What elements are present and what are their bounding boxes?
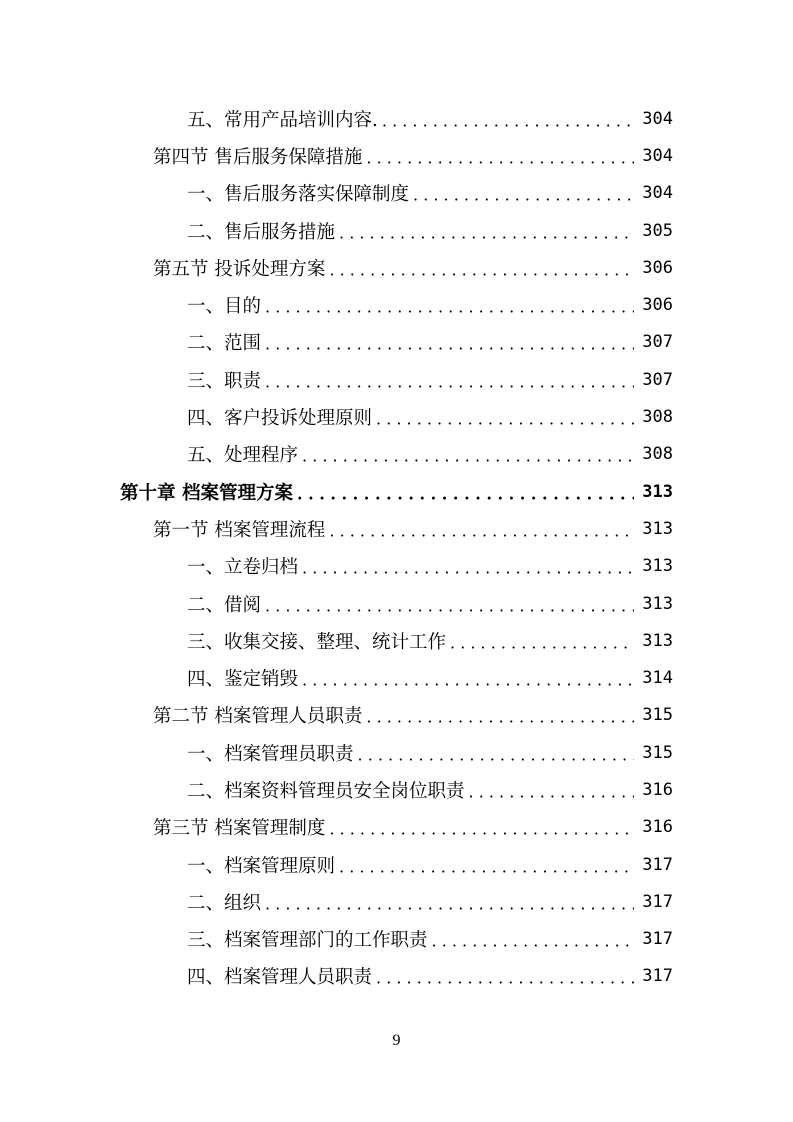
toc-entry-page: 308 (634, 407, 673, 427)
toc-dot-leader (265, 361, 634, 398)
toc-entry-title: 一、立卷归档 (187, 553, 302, 579)
toc-entry[interactable] (0, 659, 673, 696)
toc-dot-leader (265, 286, 634, 323)
toc-entry-page: 317 (634, 892, 673, 912)
toc-entry-page: 313 (634, 519, 673, 539)
toc-dot-leader (265, 883, 634, 920)
toc-entry-title: 第二节 档案管理人员职责 (153, 702, 366, 728)
toc-entry-title: 五、常用产品培训内容. (187, 106, 382, 132)
toc-dot-leader (432, 921, 635, 958)
toc-entry-title: 一、档案管理员职责 (187, 740, 358, 766)
toc-entry-page: 317 (634, 966, 673, 986)
toc-entry-title: 一、售后服务落实保障制度 (187, 180, 413, 206)
toc-entry[interactable] (0, 398, 673, 435)
toc-dot-leader (265, 585, 634, 622)
toc-entry[interactable] (0, 100, 673, 137)
toc-entry-title: 第十章 档案管理方案 (120, 479, 297, 505)
toc-entry-title: 一、目的 (187, 292, 265, 318)
toc-dot-leader (329, 249, 634, 286)
toc-dot-leader (376, 958, 634, 995)
toc-entry-title: 二、组织 (187, 889, 265, 915)
toc-entry[interactable] (0, 436, 673, 473)
toc-entry[interactable] (0, 809, 673, 846)
toc-entry-title: 三、职责 (187, 367, 265, 393)
toc-entry-title: 一、档案管理原则 (187, 852, 339, 878)
toc-entry-title: 二、借阅 (187, 591, 265, 617)
toc-dot-leader (297, 473, 634, 510)
toc-entry-title: 第五节 投诉处理方案 (153, 255, 329, 281)
toc-dot-leader (329, 809, 634, 846)
toc-entry[interactable] (0, 771, 673, 808)
toc-entry-page: 305 (634, 221, 673, 241)
toc-entry[interactable] (0, 548, 673, 585)
toc-entry[interactable] (0, 510, 673, 547)
toc-entry-title: 第三节 档案管理制度 (153, 814, 329, 840)
table-of-contents (0, 100, 793, 995)
toc-entry-title: 三、档案管理部门的工作职责 (187, 926, 432, 952)
toc-entry-title: 四、客户投诉处理原则 (187, 404, 376, 430)
toc-entry-page: 315 (634, 705, 673, 725)
toc-entry[interactable] (0, 473, 673, 510)
toc-entry-page: 313 (634, 482, 673, 502)
toc-entry-page: 306 (634, 258, 673, 278)
page-number: 9 (392, 1032, 401, 1049)
toc-entry-page: 306 (634, 295, 673, 315)
toc-entry-title: 二、售后服务措施 (187, 218, 339, 244)
toc-entry[interactable] (0, 175, 673, 212)
toc-entry[interactable] (0, 921, 673, 958)
toc-entry[interactable] (0, 846, 673, 883)
toc-dot-leader (382, 100, 634, 137)
toc-entry[interactable] (0, 212, 673, 249)
toc-entry[interactable] (0, 137, 673, 174)
toc-entry-page: 313 (634, 594, 673, 614)
toc-entry[interactable] (0, 734, 673, 771)
toc-dot-leader (376, 398, 634, 435)
toc-entry-page: 308 (634, 444, 673, 464)
toc-entry[interactable] (0, 361, 673, 398)
toc-entry[interactable] (0, 585, 673, 622)
toc-entry-page: 317 (634, 929, 673, 949)
toc-entry[interactable] (0, 697, 673, 734)
toc-dot-leader (302, 548, 634, 585)
toc-entry-title: 四、档案管理人员职责 (187, 963, 376, 989)
toc-entry-title: 二、范围 (187, 329, 265, 355)
toc-dot-leader (265, 324, 634, 361)
toc-entry[interactable] (0, 958, 673, 995)
toc-entry[interactable] (0, 286, 673, 323)
toc-entry-title: 五、处理程序 (187, 441, 302, 467)
toc-dot-leader (339, 212, 634, 249)
toc-dot-leader (302, 659, 634, 696)
toc-dot-leader (339, 846, 634, 883)
toc-entry-title: 二、档案资料管理员安全岗位职责 (187, 777, 469, 803)
toc-entry[interactable] (0, 249, 673, 286)
toc-entry-title: 第一节 档案管理流程 (153, 516, 329, 542)
toc-dot-leader (302, 436, 634, 473)
toc-dot-leader (366, 137, 634, 174)
toc-entry-page: 314 (634, 668, 673, 688)
toc-dot-leader (413, 175, 634, 212)
toc-entry-page: 304 (634, 109, 673, 129)
toc-entry-title: 四、鉴定销毁 (187, 665, 302, 691)
toc-entry-page: 307 (634, 332, 673, 352)
toc-dot-leader (329, 510, 634, 547)
toc-entry-page: 316 (634, 780, 673, 800)
toc-entry-page: 316 (634, 817, 673, 837)
toc-entry[interactable] (0, 622, 673, 659)
toc-dot-leader (469, 771, 635, 808)
toc-entry-title: 三、收集交接、整理、统计工作 (187, 628, 450, 654)
toc-entry-title: 第四节 售后服务保障措施 (153, 143, 366, 169)
toc-entry-page: 313 (634, 631, 673, 651)
toc-entry-page: 317 (634, 855, 673, 875)
toc-dot-leader (358, 734, 635, 771)
toc-entry[interactable] (0, 883, 673, 920)
toc-entry-page: 307 (634, 370, 673, 390)
toc-entry-page: 304 (634, 183, 673, 203)
toc-entry-page: 315 (634, 743, 673, 763)
toc-entry-page: 313 (634, 556, 673, 576)
toc-entry-page: 304 (634, 146, 673, 166)
toc-entry[interactable] (0, 324, 673, 361)
toc-dot-leader (450, 622, 634, 659)
toc-dot-leader (366, 697, 634, 734)
